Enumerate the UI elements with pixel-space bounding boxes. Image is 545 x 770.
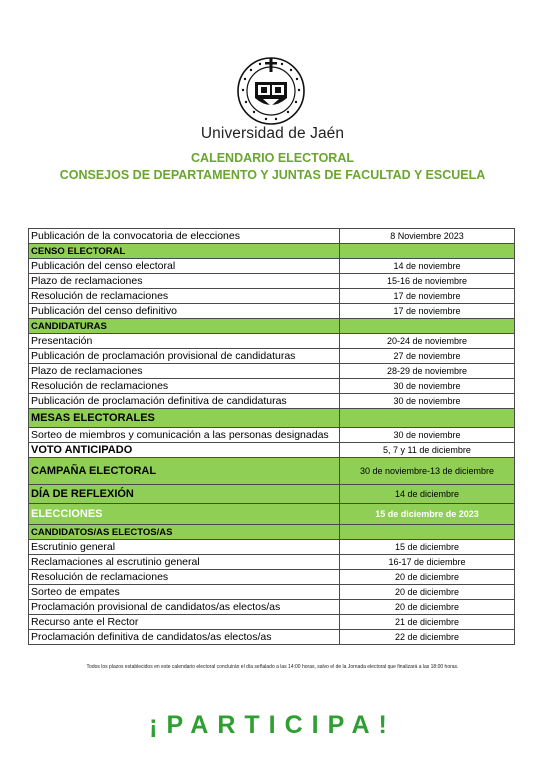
event-label: Plazo de reclamaciones [29,274,340,289]
highlight-row [29,485,515,504]
event-date: 17 de noviembre [340,304,515,319]
event-label: Proclamación provisional de candidatos/as electos/as [29,600,340,615]
event-date: 27 de noviembre [340,349,515,364]
page-subtitle: CONSEJOS DE DEPARTAMENTO Y JUNTAS DE FACULTAD Y ESCUELA [59,168,486,182]
event-label: Escrutinio general [29,540,340,555]
event-label: Resolución de reclamaciones [29,379,340,394]
event-date: 8 Noviembre 2023 [340,229,515,244]
event-date: 30 de noviembre [340,379,515,394]
event-date [340,409,515,428]
highlight-row [29,504,515,525]
table-row [29,259,515,274]
event-date: 17 de noviembre [340,289,515,304]
table-row [29,274,515,289]
table-row [29,540,515,555]
event-date: 15-16 de noviembre [340,274,515,289]
event-date: 30 de noviembre-13 de diciembre [340,458,515,485]
university-name: Universidad de Jaén [200,125,345,142]
section-header-row [29,319,515,334]
section-header-row [29,525,515,540]
page-title: CALENDARIO ELECTORAL [191,151,354,165]
event-date: 5, 7 y 11 de diciembre [340,443,515,458]
event-date [340,319,515,334]
event-date: 20 de diciembre [340,585,515,600]
event-label: Resolución de reclamaciones [29,289,340,304]
table-row [29,304,515,319]
footnote: Todos los plazos establecidos en este calendario electoral concluirán el día señalado a las 14:00 horas, salvo el de la Jornada electoral que finalizará a las 18:00 horas. [86,664,459,670]
event-label: Sorteo de empates [29,585,340,600]
table-row [29,379,515,394]
event-date: 20-24 de noviembre [340,334,515,349]
event-date: 21 de diciembre [340,615,515,630]
event-date: 16-17 de diciembre [340,555,515,570]
event-date: 20 de diciembre [340,600,515,615]
event-label: Publicación de la convocatoria de elecciones [29,229,340,244]
table-row [29,229,515,244]
event-label: Sorteo de miembros y comunicación a las personas designadas [29,428,340,443]
event-date: 14 de noviembre [340,259,515,274]
event-date: 20 de diciembre [340,570,515,585]
event-date: 14 de diciembre [340,485,515,504]
section-header-row [29,409,515,428]
event-label: Publicación de proclamación provisional de candidaturas [29,349,340,364]
table-row [29,364,515,379]
event-label: Publicación del censo electoral [29,259,340,274]
event-date [340,525,515,540]
table-row [29,585,515,600]
event-label: Publicación del censo definitivo [29,304,340,319]
event-label: Plazo de reclamaciones [29,364,340,379]
event-date [340,244,515,259]
event-date: 30 de noviembre [340,394,515,409]
table-row [29,615,515,630]
event-date: 30 de noviembre [340,428,515,443]
table-row [29,349,515,364]
event-label: Publicación de proclamación definitiva de candidaturas [29,394,340,409]
event-label: VOTO ANTICIPADO [29,443,340,458]
event-label: Reclamaciones al escrutinio general [29,555,340,570]
table-row [29,443,515,458]
table-row [29,600,515,615]
section-label: MESAS ELECTORALES [29,409,340,428]
university-seal-logo [236,56,306,126]
event-label: Resolución de reclamaciones [29,570,340,585]
section-label: CANDIDATOS/AS ELECTOS/AS [29,525,340,540]
table-row [29,394,515,409]
table-row [29,289,515,304]
event-label: DÍA DE REFLEXIÓN [29,485,340,504]
event-label: Recurso ante el Rector [29,615,340,630]
table-row [29,570,515,585]
section-label: CANDIDATURAS [29,319,340,334]
event-date: 28-29 de noviembre [340,364,515,379]
electoral-calendar-table [28,228,515,645]
highlight-row [29,458,515,485]
event-label: Presentación [29,334,340,349]
event-date: 22 de diciembre [340,630,515,645]
table-row [29,334,515,349]
participa-slogan: ¡PARTICIPA! [149,711,396,739]
event-date: 15 de diciembre de 2023 [340,504,515,525]
table-row [29,630,515,645]
event-label: Proclamación definitiva de candidatos/as electos/as [29,630,340,645]
table-row [29,428,515,443]
section-label: CENSO ELECTORAL [29,244,340,259]
event-label: CAMPAÑA ELECTORAL [29,458,340,485]
event-label: ELECCIONES [29,504,340,525]
table-row [29,555,515,570]
event-date: 15 de diciembre [340,540,515,555]
section-header-row [29,244,515,259]
